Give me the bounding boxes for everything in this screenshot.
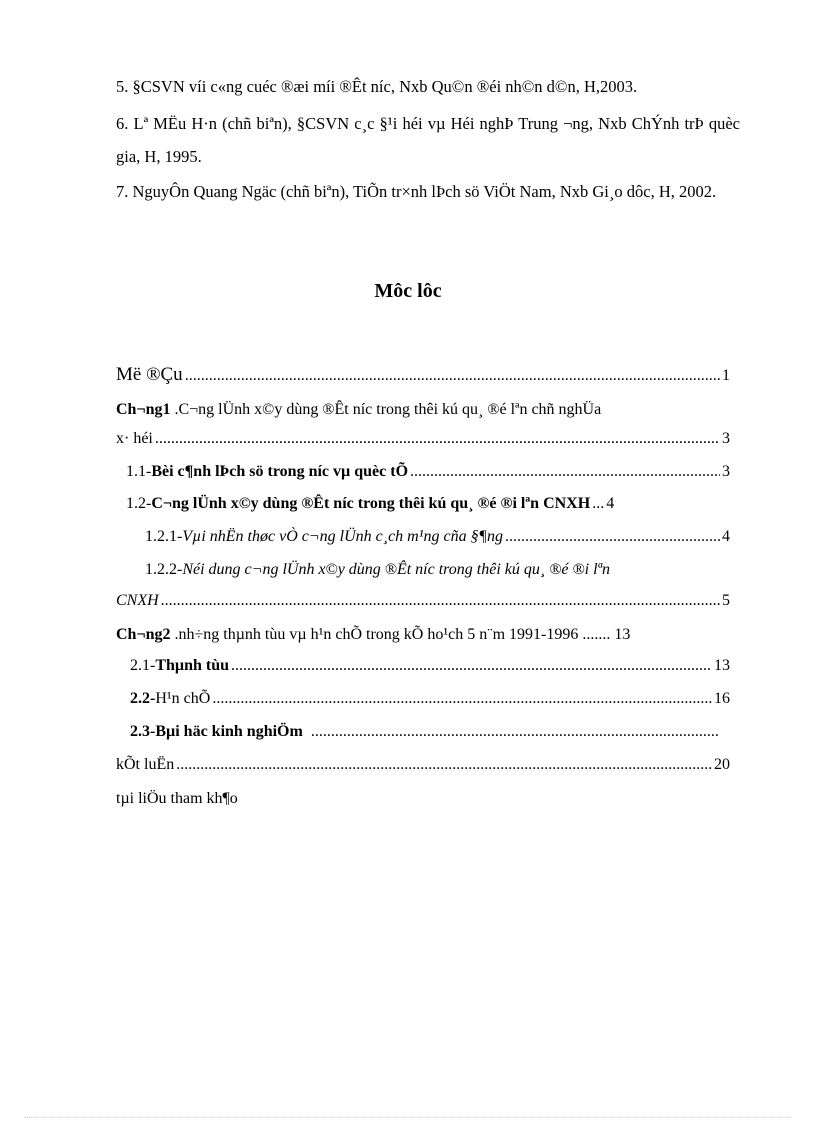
toc-entry-page: 16: [714, 690, 730, 707]
toc-entry-1-2-2: [145, 561, 610, 579]
toc-entry-label: [116, 626, 578, 644]
toc-entry-references: tµi liÖu tham kh¶o: [116, 790, 238, 807]
toc-entry-conclusion: [116, 756, 730, 786]
toc-entry-1-2-1: [145, 528, 730, 558]
section-number: 2.3-: [130, 723, 156, 740]
toc-entry-label: CNXH: [116, 592, 159, 609]
toc-entry-label: [145, 528, 503, 546]
page-bottom-divider: [24, 1117, 792, 1118]
toc-entry-1-2: [126, 495, 730, 525]
dot-leader: [161, 592, 720, 610]
chapter-title: .nh÷ng thµnh tùu vµ h¹n chÕ trong kÕ ho¹ch 5 n¨m 1991-1996: [170, 626, 579, 643]
toc-entry-1-2-2-cont: [116, 592, 730, 622]
toc-entry-page: 4: [722, 528, 730, 545]
toc-entry-label: x· héi: [116, 430, 153, 447]
toc-entry-page: 13: [714, 657, 730, 674]
toc-entry-introduction: [116, 364, 730, 394]
section-number: 2.1-: [130, 657, 156, 674]
dot-leader: ...: [592, 495, 605, 512]
section-title: Vµi nhËn thøc vÒ c¬ng lÜnh c¸ch m¹ng cña §¶ng: [182, 528, 503, 545]
toc-entry-page: 4: [606, 495, 615, 512]
section-number: 1.2.1-: [145, 528, 183, 545]
toc-entry-label: [126, 463, 408, 481]
toc-title: Môc lôc: [374, 280, 442, 302]
reference-7: 7. NguyÔn Quang Ngäc (chñ biªn), TiÕn tr×nh lÞch sö ViÖt Nam, Nxb Gi¸o dôc, H, 2002.: [116, 182, 717, 201]
toc-entry-page: 1: [722, 367, 730, 384]
section-title: Bèi c¶nh lÞch sö trong níc vµ quèc tÕ: [151, 463, 409, 480]
toc-entry-page: 3: [722, 430, 730, 447]
chapter-number: Ch¬ng2: [116, 626, 171, 643]
toc-entry-2-2: [130, 690, 730, 720]
toc-entry-label: [126, 495, 590, 513]
toc-entry-page: 3: [722, 463, 730, 480]
dot-leader: [505, 528, 720, 546]
toc-entry-label: kÕt luËn: [116, 756, 175, 773]
toc-entry-page: 13: [614, 626, 631, 643]
toc-entry-label: Më ®Çu: [116, 364, 183, 385]
dot-leader: .......: [582, 626, 611, 643]
section-number: 1.2-: [126, 495, 152, 512]
dot-leader: [410, 463, 720, 481]
dot-leader: [212, 690, 712, 708]
reference-5: 5. §CSVN víi c«ng cuéc ®æi míi ®Êt níc, Nxb Qu©n ®éi nh©n d©n, H,2003.: [116, 77, 638, 96]
dot-leader: [311, 723, 718, 741]
toc-entry-chapter-2: [116, 626, 730, 656]
section-number: 2.2-: [130, 690, 156, 707]
dot-leader: [231, 657, 712, 675]
chapter-title: .C¬ng lÜnh x©y dùng ®Êt níc trong thêi kú qu¸ ®é lªn chñ nghÜa: [170, 401, 602, 418]
toc-entry-2-1: [130, 657, 730, 687]
section-title: Néi dung c¬ng lÜnh x©y dùng ®Êt níc trong thêi kú qu¸ ®é ®i lªn: [182, 561, 610, 578]
toc-entry-2-3: [130, 723, 720, 753]
chapter-number: Ch¬ng1: [116, 401, 171, 418]
section-title: Bµi häc kinh nghiÖm: [155, 723, 303, 740]
toc-entry-chapter-1: [116, 401, 601, 419]
dot-leader: [155, 430, 720, 448]
section-number: 1.1-: [126, 463, 152, 480]
section-title: H¹n chÕ: [155, 690, 211, 707]
toc-entry-1-1: [126, 463, 730, 493]
dot-leader: [185, 367, 720, 385]
section-title: C¬ng lÜnh x©y dùng ®Êt níc trong thêi kú qu¸ ®é ®i lªn CNXH: [151, 495, 591, 512]
toc-entry-label: [130, 657, 229, 675]
reference-6: 6. Lª MËu H·n (chñ biªn), §CSVN c¸c §¹i héi vµ Héi nghÞ Trung ¬ng, Nxb ChÝnh trÞ quèc gia, H, 1995.: [116, 114, 740, 166]
toc-entry-chapter-1-cont: [116, 430, 730, 460]
dot-leader: [176, 756, 712, 774]
toc-entry-label: [130, 723, 303, 741]
toc-entry-page: 20: [714, 756, 730, 773]
section-title: Thµnh tùu: [155, 657, 230, 674]
section-number: 1.2.2-: [145, 561, 183, 578]
toc-entry-label: [130, 690, 210, 708]
toc-entry-page: 5: [722, 592, 730, 609]
